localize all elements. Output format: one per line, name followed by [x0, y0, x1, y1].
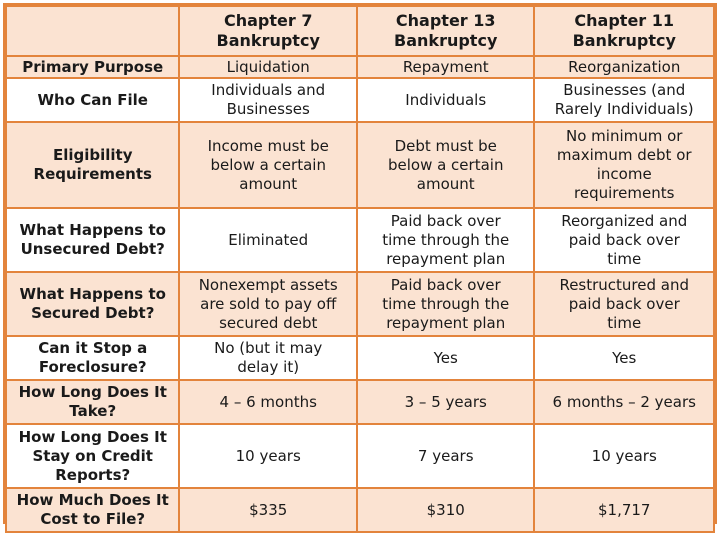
table-cell: No minimum or maximum debt or income requirements [534, 122, 714, 208]
table-row [6, 78, 714, 122]
table-cell: Yes [534, 336, 714, 380]
table-row [6, 122, 714, 208]
table-cell: Individuals and Businesses [179, 78, 357, 122]
table-cell: 10 years [179, 424, 357, 488]
row-label-foreclosure: Can it Stop a Foreclosure? [6, 336, 179, 380]
header-chapter-13: Chapter 13 Bankruptcy [357, 6, 535, 56]
table-cell: No (but it may delay it) [179, 336, 357, 380]
table-cell: $1,717 [534, 488, 714, 532]
table-row [6, 208, 714, 272]
table-cell: Individuals [357, 78, 535, 122]
table-cell: 4 – 6 months [179, 380, 357, 424]
table-row [6, 336, 714, 380]
table-cell: Reorganization [534, 56, 714, 78]
row-label-unsecured-debt: What Happens to Unsecured Debt? [6, 208, 179, 272]
row-label-eligibility: Eligibility Requirements [6, 122, 179, 208]
table-cell: $335 [179, 488, 357, 532]
table-cell: Liquidation [179, 56, 357, 78]
header-chapter-7: Chapter 7 Bankruptcy [179, 6, 357, 56]
table-cell: Income must be below a certain amount [179, 122, 357, 208]
table-row [6, 56, 714, 78]
header-row [6, 6, 714, 56]
header-chapter-11: Chapter 11 Bankruptcy [534, 6, 714, 56]
row-label-cost: How Much Does It Cost to File? [6, 488, 179, 532]
table-cell: Nonexempt assets are sold to pay off secured debt [179, 272, 357, 336]
row-label-primary-purpose: Primary Purpose [6, 56, 179, 78]
table-cell: Debt must be below a certain amount [357, 122, 535, 208]
table-cell: Repayment [357, 56, 535, 78]
table-cell: 10 years [534, 424, 714, 488]
table-cell: Restructured and paid back over time [534, 272, 714, 336]
table-cell: 6 months – 2 years [534, 380, 714, 424]
table-row [6, 272, 714, 336]
table-cell: Paid back over time through the repayment plan [357, 272, 535, 336]
table-cell: 7 years [357, 424, 535, 488]
table-row [6, 380, 714, 424]
table-row [6, 488, 714, 532]
header-cell-empty [6, 6, 179, 56]
table-cell: Eliminated [179, 208, 357, 272]
table-cell: Businesses (and Rarely Individuals) [534, 78, 714, 122]
table-cell: 3 – 5 years [357, 380, 535, 424]
row-label-duration: How Long Does It Take? [6, 380, 179, 424]
table-cell: Reorganized and paid back over time [534, 208, 714, 272]
table-cell: $310 [357, 488, 535, 532]
bankruptcy-comparison-table [5, 5, 715, 533]
table-cell: Paid back over time through the repayment plan [357, 208, 535, 272]
comparison-table-frame [3, 3, 717, 528]
table-row [6, 424, 714, 488]
row-label-credit-reports: How Long Does It Stay on Credit Reports? [6, 424, 179, 488]
row-label-secured-debt: What Happens to Secured Debt? [6, 272, 179, 336]
table-cell: Yes [357, 336, 535, 380]
row-label-who-can-file: Who Can File [6, 78, 179, 122]
